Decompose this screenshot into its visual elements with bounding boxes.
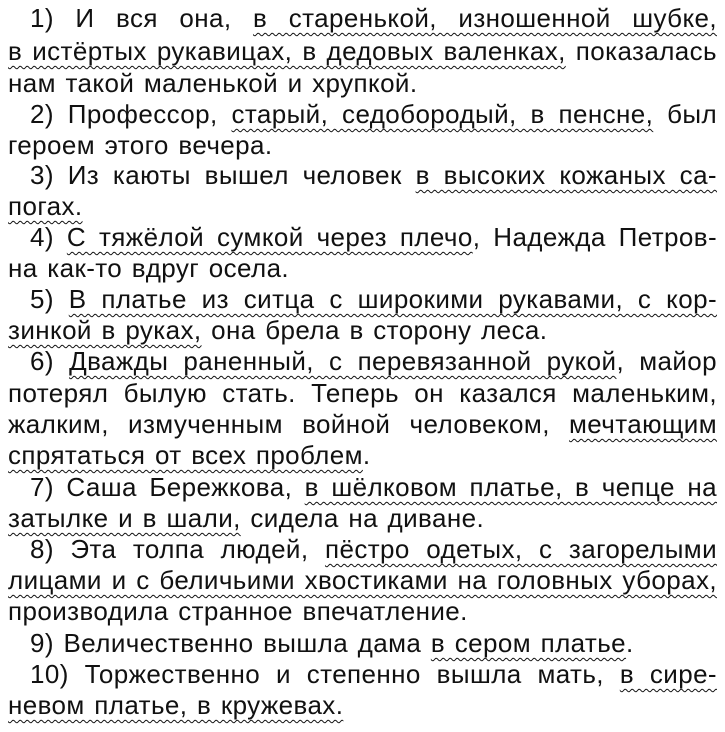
text-line: 3) Из каюты вышел человек в высоких кожаных са- (30, 160, 717, 190)
text-line: потерял былую стать. Теперь он казался маленьким, (8, 378, 717, 408)
text-line: 7) Саша Бережкова, в шёлковом платье, в чепце на (30, 472, 717, 502)
text-line: погах. (8, 191, 83, 221)
text-line: невом платье, в кружевах. (8, 690, 344, 720)
text-line: производила странное впечатление. (8, 596, 468, 626)
text-line: нам такой маленькой и хрупкой. (8, 68, 418, 98)
text-line: зинкой в руках, она брела в сторону леса. (8, 315, 548, 345)
text-line: на как-то вдруг осела. (8, 253, 290, 283)
text-line: жалким, измученным войной человеком, мечтающим (8, 409, 717, 439)
text-line: в истёртых рукавицах, в дедовых валенках, показалась (8, 36, 717, 66)
text-line: спрятаться от всех проблем. (8, 440, 371, 470)
text-line: 10) Торжественно и степенно вышла мать, в сире- (30, 659, 717, 689)
text-line: 6) Дважды раненный, с перевязанной рукой, майор (30, 346, 717, 376)
text-line: 5) В платье из ситца с широкими рукавами, с кор- (30, 284, 718, 314)
text-line: затылке и в шали, сидела на диване. (8, 503, 485, 533)
text-line: лицами и с беличьими хвостиками на головных уборах, (8, 565, 717, 595)
text-line: 9) Величественно вышла дама в сером платье. (30, 628, 634, 658)
text-line: 8) Эта толпа людей, пёстро одетых, с загорелыми (30, 534, 717, 564)
text-line: 2) Профессор, старый, седобородый, в пенсне, был (30, 99, 718, 129)
text-line: 1) И вся она, в старенькой, изношенной шубке, (30, 3, 717, 33)
text-line: героем этого вечера. (8, 130, 273, 160)
text-line: 4) С тяжёлой сумкой через плечо, Надежда Петров- (30, 222, 718, 252)
